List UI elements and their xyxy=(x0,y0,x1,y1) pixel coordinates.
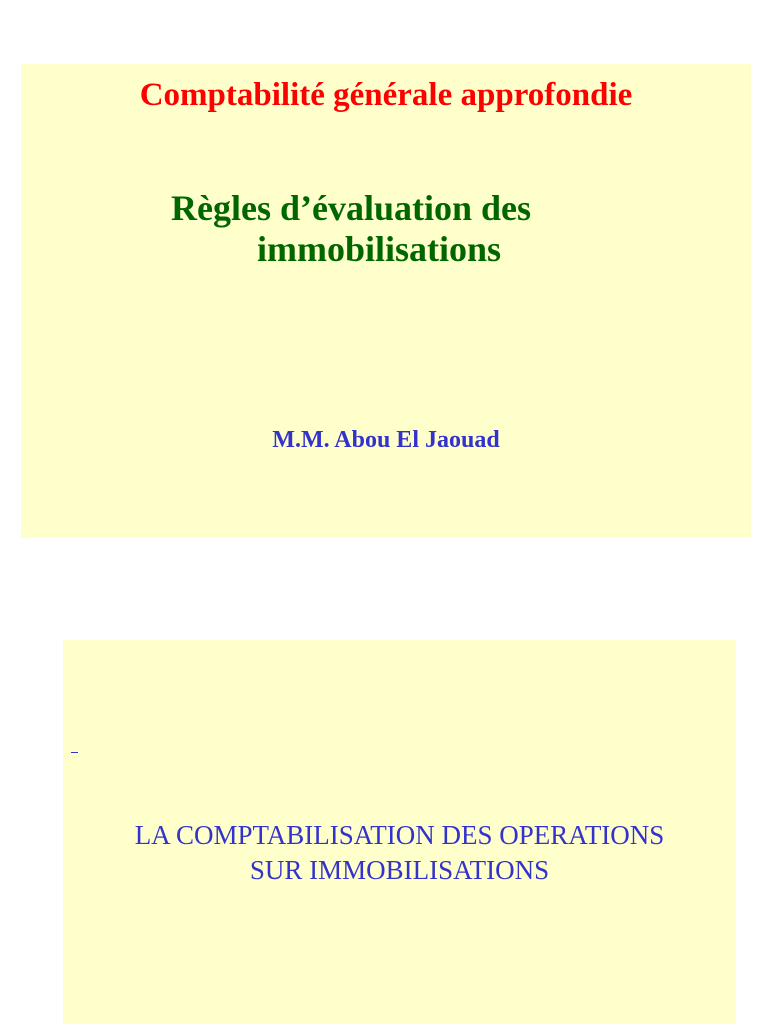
section-slide xyxy=(63,640,736,1024)
section-title xyxy=(63,818,736,888)
course-title: Comptabilité générale approfondie xyxy=(139,77,633,113)
dash-mark xyxy=(71,752,78,753)
title-slide xyxy=(21,64,751,538)
lecture-title-line-1: Règles d’évaluation des xyxy=(171,188,531,228)
lecture-title-line-2: immobilisations xyxy=(257,229,502,269)
section-title-line-1: LA COMPTABILISATION DES OPERATIONS xyxy=(134,820,665,850)
lecture-title xyxy=(171,188,531,270)
section-title-line-2: SUR IMMOBILISATIONS xyxy=(249,855,550,885)
author-name: M.M. Abou El Jaouad xyxy=(272,427,500,453)
